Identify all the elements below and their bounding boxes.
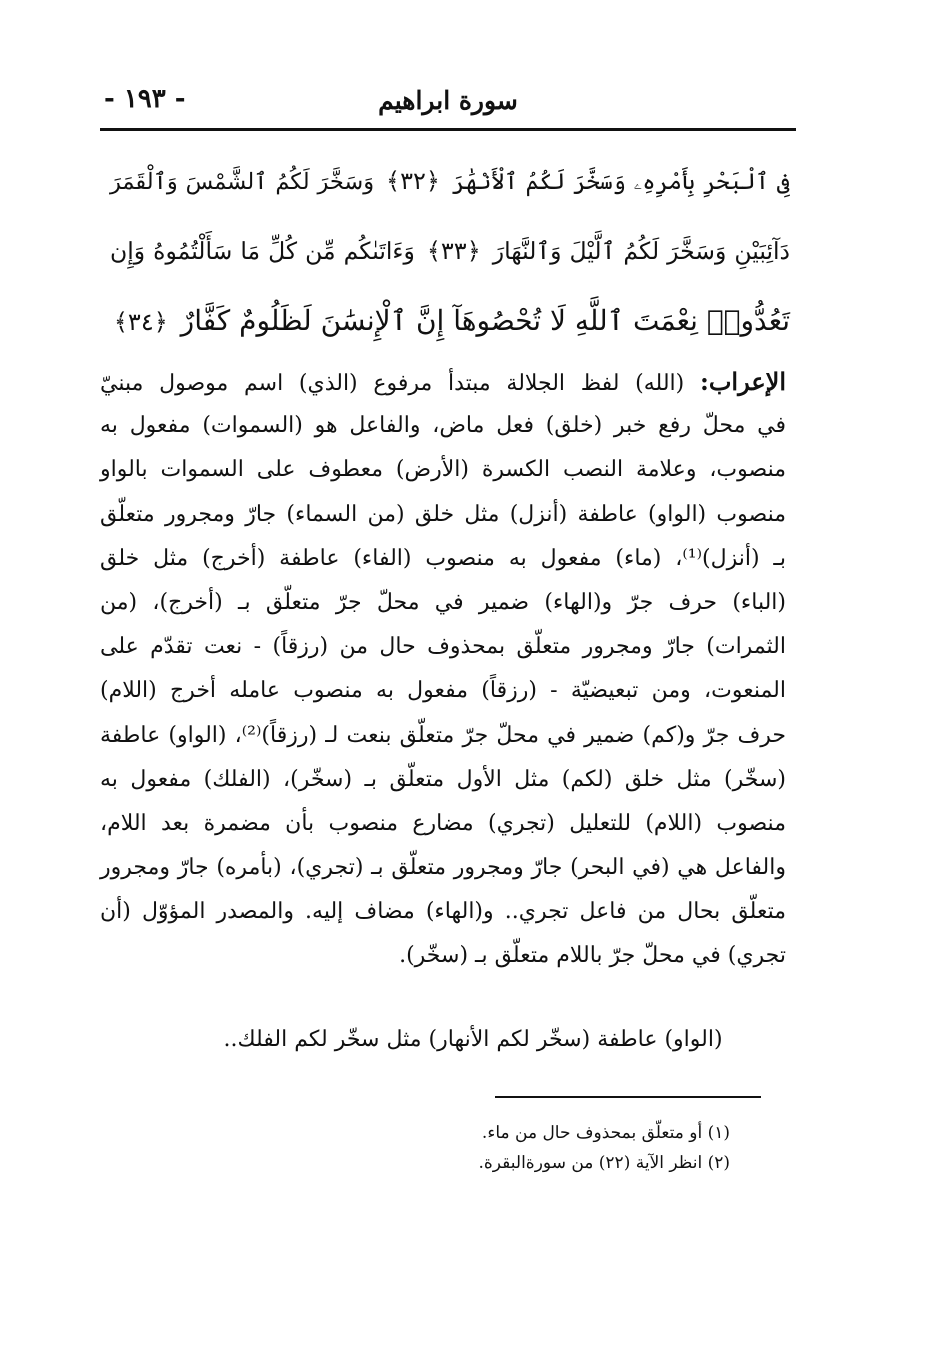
header-rule [100,128,796,131]
irab-line: متعلّق بحال من فاعل تجري.. و(الهاء) مضاف إليه. والمصدر المؤوّل (أن [100,899,786,925]
irab-line: المنعوت، ومن تبعيضيّة - (رزقاً) مفعول به منصوب عامله أخرج (اللام) [100,678,786,704]
verse-text: وَءَاتَىٰكُم مِّن كُلِّ مَا سَأَلْتُمُوهُ وَإِن [110,237,415,265]
footnote: (٢) انظر الآية (٢٢) من سورةالبقرة. [478,1153,730,1173]
verse-text: وَسَخَّرَ لَكُمُ ٱلشَّمْسَ وَٱلْقَمَرَ [110,169,375,195]
irab-line: منصوب (اللام) للتعليل (تجري) مضارع منصوب بأن مضمرة بعد اللام، [100,810,786,836]
verse-text: فِى ٱلْبَحْرِ بِأَمْرِهِۦ وَسَخَّرَ لَكُمُ ٱلْأَنْهَٰرَ [451,169,790,195]
irab-section [100,360,786,979]
verse-text: تَعُدُّوا۟ نِعْمَتَ ٱللَّهِ لَا تُحْصُوهَآ إِنَّ ٱلْإِنسَٰنَ لَظَلُومٌ كَفَّارٌ [180,304,790,337]
footnote: (١) أو متعلّق بمحذوف حال من ماء. [481,1123,730,1143]
irab-line: في محلّ رفع خبر (خلق) فعل ماض، والفاعل هو (السموات) مفعول به [100,413,787,439]
irab-line: حرف جرّ و(كم) ضمير في محلّ جرّ متعلّق بنعت لـ (رزقاً)⁽²⁾، (الواو) عاطفة [100,722,786,748]
verse-line [110,216,790,286]
irab-line: (الباء) حرف جرّ و(الهاء) ضمير في محلّ جرّ متعلّق بـ (أخرج)، (من [100,589,786,615]
irab-line: منصوب (الواو) عاطفة (أنزل) مثل خلق (من السماء) جارّ ومجرور متعلّق [100,501,786,527]
irab-line: منصوب، وعلامة النصب الكسرة (الأرض) معطوف على السموات بالواو [100,457,786,483]
ayah-number-marker: ﴿٣٣﴾ [426,237,481,265]
page-header [100,80,796,126]
ayah-number-marker: ﴿٣٤﴾ [113,308,168,336]
irab-line: الثمرات) جارّ ومجرور متعلّق بمحذوف حال من (رزقاً) - نعت تقدّم على [100,634,786,660]
irab-line-text: (الله) لفظ الجلالة مبتدأ مرفوع (الذي) اسم موصول مبنيّ [100,371,685,396]
page-number: - ١٩٣ - [104,84,186,114]
quran-verses [110,146,790,356]
footnote-separator [495,1096,761,1098]
surah-title: سورة ابراهيم [378,86,518,115]
irab-line: (سخّر) مثل خلق (لكم) مثل الأول متعلّق بـ (سخّر)، (الفلك) مفعول به [100,766,786,792]
irab-continuation: (الواو) عاطفة (سخّر لكم الأنهار) مثل سخّر لكم الفلك.. [223,1027,723,1052]
verse-text: دَآئِبَيْنِ وَسَخَّرَ لَكُمُ ٱلَّيْلَ وَٱلنَّهَارَ [492,237,790,265]
irab-line: تجري) في محلّ جرّ باللام متعلّق بـ (سخّر). [399,943,786,969]
ayah-number-marker: ﴿٣٢﴾ [386,167,440,195]
irab-line [100,360,786,404]
irab-line: والفاعل هي (في البحر) جارّ ومجرور متعلّق بـ (تجري)، (بأمره) جارّ ومجرور [100,855,786,881]
irab-line: بـ (أنزل)⁽¹⁾، (ماء) مفعول به منصوب (الفاء) عاطفة (أخرج) مثل خلق [100,545,786,571]
verse-line [110,146,790,216]
irab-label: الإعراب: [699,367,787,396]
verse-line [110,286,790,356]
footnotes [300,1118,730,1178]
